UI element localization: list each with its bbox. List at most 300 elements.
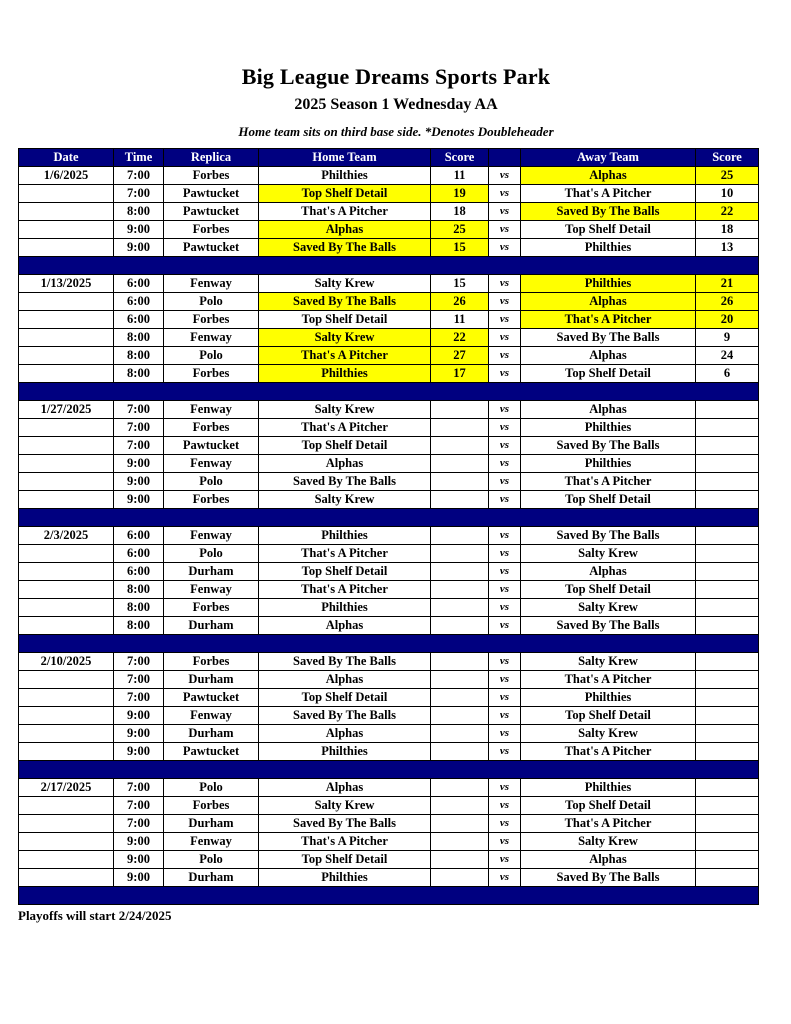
home-team-cell: Alphas — [259, 725, 431, 743]
away-team-cell: Salty Krew — [521, 833, 696, 851]
home-team-note: Home team sits on third base side. *Denotes Doubleheader — [238, 124, 554, 139]
game-row — [19, 275, 759, 293]
date-cell — [19, 239, 114, 257]
vs-cell: vs — [489, 329, 521, 347]
away-score-cell — [696, 617, 759, 635]
game-row — [19, 455, 759, 473]
date-cell — [19, 185, 114, 203]
replica-cell: Pawtucket — [164, 743, 259, 761]
away-team-cell: Salty Krew — [521, 653, 696, 671]
away-team-cell: Alphas — [521, 563, 696, 581]
replica-cell: Pawtucket — [164, 239, 259, 257]
home-score-cell — [431, 581, 489, 599]
time-cell: 7:00 — [114, 419, 164, 437]
page-title: Big League Dreams Sports Park — [241, 64, 551, 89]
home-score-cell — [431, 401, 489, 419]
date-cell — [19, 293, 114, 311]
date-cell — [19, 689, 114, 707]
home-score-cell — [431, 743, 489, 761]
time-cell: 7:00 — [114, 437, 164, 455]
page-subtitle: 2025 Season 1 Wednesday AA — [294, 96, 498, 113]
home-score-cell — [431, 563, 489, 581]
game-row — [19, 419, 759, 437]
vs-cell: vs — [489, 419, 521, 437]
home-team-cell: Philthies — [259, 869, 431, 887]
away-score-cell — [696, 815, 759, 833]
home-team-cell: That's A Pitcher — [259, 833, 431, 851]
away-score-cell — [696, 779, 759, 797]
away-score-cell — [696, 707, 759, 725]
date-cell: 2/17/2025 — [19, 779, 114, 797]
home-team-cell: That's A Pitcher — [259, 203, 431, 221]
game-row — [19, 563, 759, 581]
away-score-cell — [696, 401, 759, 419]
home-score-cell — [431, 851, 489, 869]
header-replica-2: Replica — [164, 149, 259, 167]
game-row — [19, 779, 759, 797]
section-divider-row — [19, 509, 759, 527]
home-team-cell: Top Shelf Detail — [259, 311, 431, 329]
vs-cell: vs — [489, 455, 521, 473]
away-score-cell: 24 — [696, 347, 759, 365]
home-team-cell: Alphas — [259, 779, 431, 797]
away-team-cell: That's A Pitcher — [521, 185, 696, 203]
home-team-cell: Top Shelf Detail — [259, 437, 431, 455]
home-score-cell — [431, 815, 489, 833]
vs-cell: vs — [489, 167, 521, 185]
home-score-cell: 26 — [431, 293, 489, 311]
game-row — [19, 365, 759, 383]
away-team-cell: That's A Pitcher — [521, 743, 696, 761]
away-score-cell — [696, 671, 759, 689]
vs-cell: vs — [489, 563, 521, 581]
home-score-cell — [431, 473, 489, 491]
vs-cell: vs — [489, 653, 521, 671]
replica-cell: Polo — [164, 347, 259, 365]
away-team-cell: Philthies — [521, 689, 696, 707]
header-date-0: Date — [19, 149, 114, 167]
away-score-cell — [696, 797, 759, 815]
away-score-cell — [696, 653, 759, 671]
time-cell: 8:00 — [114, 329, 164, 347]
game-row — [19, 707, 759, 725]
date-cell — [19, 617, 114, 635]
date-cell — [19, 743, 114, 761]
replica-cell: Fenway — [164, 455, 259, 473]
away-score-cell: 20 — [696, 311, 759, 329]
schedule-table-head — [19, 149, 759, 167]
home-team-cell: Saved By The Balls — [259, 293, 431, 311]
replica-cell: Fenway — [164, 401, 259, 419]
game-row — [19, 185, 759, 203]
away-score-cell — [696, 725, 759, 743]
home-team-cell: Top Shelf Detail — [259, 563, 431, 581]
home-score-cell: 18 — [431, 203, 489, 221]
replica-cell: Forbes — [164, 221, 259, 239]
date-cell — [19, 437, 114, 455]
vs-cell: vs — [489, 437, 521, 455]
game-row — [19, 401, 759, 419]
home-score-cell: 27 — [431, 347, 489, 365]
vs-cell: vs — [489, 671, 521, 689]
game-row — [19, 437, 759, 455]
home-score-cell: 19 — [431, 185, 489, 203]
date-cell — [19, 707, 114, 725]
time-cell: 9:00 — [114, 473, 164, 491]
replica-cell: Durham — [164, 563, 259, 581]
vs-cell: vs — [489, 545, 521, 563]
replica-cell: Polo — [164, 545, 259, 563]
away-team-cell: Alphas — [521, 347, 696, 365]
date-cell: 2/10/2025 — [19, 653, 114, 671]
header-score-4: Score — [431, 149, 489, 167]
date-cell — [19, 815, 114, 833]
date-cell — [19, 419, 114, 437]
away-score-cell — [696, 563, 759, 581]
vs-cell: vs — [489, 473, 521, 491]
vs-cell: vs — [489, 833, 521, 851]
home-score-cell: 22 — [431, 329, 489, 347]
time-cell: 7:00 — [114, 689, 164, 707]
time-cell: 7:00 — [114, 653, 164, 671]
game-row — [19, 617, 759, 635]
replica-cell: Pawtucket — [164, 437, 259, 455]
date-cell — [19, 203, 114, 221]
vs-cell: vs — [489, 743, 521, 761]
replica-cell: Durham — [164, 671, 259, 689]
replica-cell: Forbes — [164, 311, 259, 329]
away-team-cell: Saved By The Balls — [521, 203, 696, 221]
home-team-cell: Salty Krew — [259, 275, 431, 293]
time-cell: 9:00 — [114, 239, 164, 257]
away-team-cell: That's A Pitcher — [521, 473, 696, 491]
away-team-cell: Philthies — [521, 455, 696, 473]
game-row — [19, 203, 759, 221]
away-team-cell: Salty Krew — [521, 599, 696, 617]
game-row — [19, 167, 759, 185]
game-row — [19, 239, 759, 257]
section-divider — [19, 761, 759, 779]
playoffs-note: Playoffs will start 2/24/2025 — [18, 908, 172, 923]
away-team-cell: Philthies — [521, 275, 696, 293]
game-row — [19, 221, 759, 239]
date-cell — [19, 491, 114, 509]
vs-cell: vs — [489, 617, 521, 635]
home-score-cell — [431, 725, 489, 743]
replica-cell: Durham — [164, 815, 259, 833]
date-cell — [19, 581, 114, 599]
time-cell: 6:00 — [114, 311, 164, 329]
replica-cell: Fenway — [164, 275, 259, 293]
game-row — [19, 329, 759, 347]
away-score-cell — [696, 545, 759, 563]
time-cell: 9:00 — [114, 851, 164, 869]
home-score-cell: 11 — [431, 311, 489, 329]
vs-cell: vs — [489, 797, 521, 815]
schedule-table — [18, 148, 759, 905]
game-row — [19, 797, 759, 815]
time-cell: 9:00 — [114, 455, 164, 473]
section-divider — [19, 887, 759, 905]
game-row — [19, 545, 759, 563]
home-score-cell — [431, 437, 489, 455]
vs-cell: vs — [489, 689, 521, 707]
home-team-cell: That's A Pitcher — [259, 545, 431, 563]
home-team-cell: Salty Krew — [259, 491, 431, 509]
replica-cell: Pawtucket — [164, 689, 259, 707]
vs-cell: vs — [489, 725, 521, 743]
away-score-cell — [696, 581, 759, 599]
section-divider-row — [19, 887, 759, 905]
away-score-cell: 18 — [696, 221, 759, 239]
home-team-cell: Saved By The Balls — [259, 239, 431, 257]
vs-cell: vs — [489, 851, 521, 869]
away-team-cell: Salty Krew — [521, 725, 696, 743]
section-divider-row — [19, 635, 759, 653]
time-cell: 8:00 — [114, 617, 164, 635]
time-cell: 7:00 — [114, 815, 164, 833]
home-team-cell: Philthies — [259, 599, 431, 617]
away-score-cell: 25 — [696, 167, 759, 185]
vs-cell: vs — [489, 347, 521, 365]
home-score-cell — [431, 869, 489, 887]
date-cell — [19, 329, 114, 347]
game-row — [19, 527, 759, 545]
away-score-cell — [696, 527, 759, 545]
time-cell: 7:00 — [114, 167, 164, 185]
time-cell: 8:00 — [114, 599, 164, 617]
date-cell — [19, 473, 114, 491]
home-team-cell: Top Shelf Detail — [259, 851, 431, 869]
time-cell: 9:00 — [114, 707, 164, 725]
game-row — [19, 815, 759, 833]
vs-cell: vs — [489, 401, 521, 419]
home-score-cell — [431, 707, 489, 725]
away-team-cell: Alphas — [521, 851, 696, 869]
game-row — [19, 671, 759, 689]
header-home-team-3: Home Team — [259, 149, 431, 167]
time-cell: 7:00 — [114, 797, 164, 815]
header-row — [19, 149, 759, 167]
home-team-cell: That's A Pitcher — [259, 347, 431, 365]
home-score-cell: 17 — [431, 365, 489, 383]
time-cell: 6:00 — [114, 563, 164, 581]
home-team-cell: Saved By The Balls — [259, 653, 431, 671]
time-cell: 7:00 — [114, 671, 164, 689]
replica-cell: Fenway — [164, 707, 259, 725]
game-row — [19, 725, 759, 743]
away-team-cell: Philthies — [521, 239, 696, 257]
home-team-cell: Philthies — [259, 527, 431, 545]
section-divider — [19, 509, 759, 527]
replica-cell: Pawtucket — [164, 203, 259, 221]
vs-cell: vs — [489, 527, 521, 545]
section-divider — [19, 383, 759, 401]
away-team-cell: Salty Krew — [521, 545, 696, 563]
away-team-cell: Alphas — [521, 167, 696, 185]
game-row — [19, 311, 759, 329]
away-team-cell: Top Shelf Detail — [521, 581, 696, 599]
game-row — [19, 581, 759, 599]
game-row — [19, 653, 759, 671]
vs-cell: vs — [489, 365, 521, 383]
game-row — [19, 869, 759, 887]
date-cell: 2/3/2025 — [19, 527, 114, 545]
date-cell: 1/6/2025 — [19, 167, 114, 185]
home-team-cell: Alphas — [259, 671, 431, 689]
time-cell: 6:00 — [114, 275, 164, 293]
replica-cell: Polo — [164, 473, 259, 491]
replica-cell: Fenway — [164, 527, 259, 545]
section-divider-row — [19, 257, 759, 275]
time-cell: 9:00 — [114, 491, 164, 509]
header-score-7: Score — [696, 149, 759, 167]
home-score-cell — [431, 797, 489, 815]
vs-cell: vs — [489, 185, 521, 203]
time-cell: 6:00 — [114, 545, 164, 563]
time-cell: 9:00 — [114, 869, 164, 887]
away-team-cell: Top Shelf Detail — [521, 491, 696, 509]
game-row — [19, 347, 759, 365]
home-team-cell: Saved By The Balls — [259, 707, 431, 725]
replica-cell: Polo — [164, 293, 259, 311]
vs-cell: vs — [489, 869, 521, 887]
home-team-cell: Alphas — [259, 455, 431, 473]
replica-cell: Forbes — [164, 491, 259, 509]
replica-cell: Forbes — [164, 167, 259, 185]
away-score-cell — [696, 473, 759, 491]
time-cell: 8:00 — [114, 203, 164, 221]
date-cell — [19, 365, 114, 383]
section-divider — [19, 257, 759, 275]
date-cell — [19, 545, 114, 563]
replica-cell: Forbes — [164, 599, 259, 617]
replica-cell: Polo — [164, 851, 259, 869]
away-team-cell: That's A Pitcher — [521, 671, 696, 689]
home-score-cell — [431, 779, 489, 797]
away-score-cell — [696, 869, 759, 887]
time-cell: 8:00 — [114, 365, 164, 383]
away-team-cell: Top Shelf Detail — [521, 221, 696, 239]
home-team-cell: Saved By The Balls — [259, 473, 431, 491]
date-cell — [19, 347, 114, 365]
replica-cell: Forbes — [164, 797, 259, 815]
replica-cell: Pawtucket — [164, 185, 259, 203]
time-cell: 7:00 — [114, 779, 164, 797]
time-cell: 9:00 — [114, 743, 164, 761]
away-team-cell: Philthies — [521, 779, 696, 797]
away-score-cell: 9 — [696, 329, 759, 347]
date-cell — [19, 797, 114, 815]
away-score-cell — [696, 833, 759, 851]
home-team-cell: Top Shelf Detail — [259, 689, 431, 707]
away-score-cell: 22 — [696, 203, 759, 221]
away-team-cell: That's A Pitcher — [521, 311, 696, 329]
away-score-cell — [696, 455, 759, 473]
replica-cell: Polo — [164, 779, 259, 797]
replica-cell: Forbes — [164, 419, 259, 437]
section-divider-row — [19, 761, 759, 779]
home-score-cell: 25 — [431, 221, 489, 239]
replica-cell: Fenway — [164, 329, 259, 347]
away-team-cell: Top Shelf Detail — [521, 797, 696, 815]
away-score-cell — [696, 437, 759, 455]
time-cell: 7:00 — [114, 401, 164, 419]
time-cell: 8:00 — [114, 347, 164, 365]
vs-cell: vs — [489, 779, 521, 797]
away-score-cell — [696, 851, 759, 869]
home-score-cell — [431, 833, 489, 851]
date-cell — [19, 725, 114, 743]
header-time-1: Time — [114, 149, 164, 167]
away-team-cell: Top Shelf Detail — [521, 365, 696, 383]
vs-cell: vs — [489, 599, 521, 617]
replica-cell: Durham — [164, 869, 259, 887]
home-score-cell — [431, 527, 489, 545]
home-team-cell: Saved By The Balls — [259, 815, 431, 833]
away-team-cell: Philthies — [521, 419, 696, 437]
schedule-table-body — [19, 167, 759, 905]
game-row — [19, 689, 759, 707]
away-team-cell: That's A Pitcher — [521, 815, 696, 833]
home-score-cell: 15 — [431, 275, 489, 293]
away-score-cell: 6 — [696, 365, 759, 383]
vs-cell: vs — [489, 275, 521, 293]
away-score-cell — [696, 743, 759, 761]
home-score-cell — [431, 599, 489, 617]
game-row — [19, 599, 759, 617]
replica-cell: Durham — [164, 725, 259, 743]
home-team-cell: That's A Pitcher — [259, 581, 431, 599]
home-team-cell: Philthies — [259, 167, 431, 185]
date-cell — [19, 869, 114, 887]
home-score-cell — [431, 689, 489, 707]
home-score-cell — [431, 455, 489, 473]
home-team-cell: Alphas — [259, 221, 431, 239]
home-score-cell — [431, 545, 489, 563]
date-cell — [19, 833, 114, 851]
away-score-cell — [696, 491, 759, 509]
vs-cell: vs — [489, 581, 521, 599]
game-row — [19, 491, 759, 509]
date-cell: 1/27/2025 — [19, 401, 114, 419]
date-cell — [19, 851, 114, 869]
away-team-cell: Alphas — [521, 293, 696, 311]
date-cell — [19, 599, 114, 617]
replica-cell: Fenway — [164, 833, 259, 851]
home-team-cell: Top Shelf Detail — [259, 185, 431, 203]
away-team-cell: Saved By The Balls — [521, 527, 696, 545]
header-away-team-6: Away Team — [521, 149, 696, 167]
vs-cell: vs — [489, 221, 521, 239]
away-team-cell: Top Shelf Detail — [521, 707, 696, 725]
home-score-cell — [431, 419, 489, 437]
home-team-cell: Salty Krew — [259, 401, 431, 419]
away-team-cell: Alphas — [521, 401, 696, 419]
home-team-cell: Salty Krew — [259, 797, 431, 815]
home-team-cell: That's A Pitcher — [259, 419, 431, 437]
home-team-cell: Salty Krew — [259, 329, 431, 347]
date-cell — [19, 311, 114, 329]
home-score-cell: 15 — [431, 239, 489, 257]
home-score-cell: 11 — [431, 167, 489, 185]
away-score-cell: 21 — [696, 275, 759, 293]
vs-cell: vs — [489, 491, 521, 509]
away-score-cell — [696, 419, 759, 437]
home-team-cell: Alphas — [259, 617, 431, 635]
time-cell: 9:00 — [114, 833, 164, 851]
game-row — [19, 833, 759, 851]
